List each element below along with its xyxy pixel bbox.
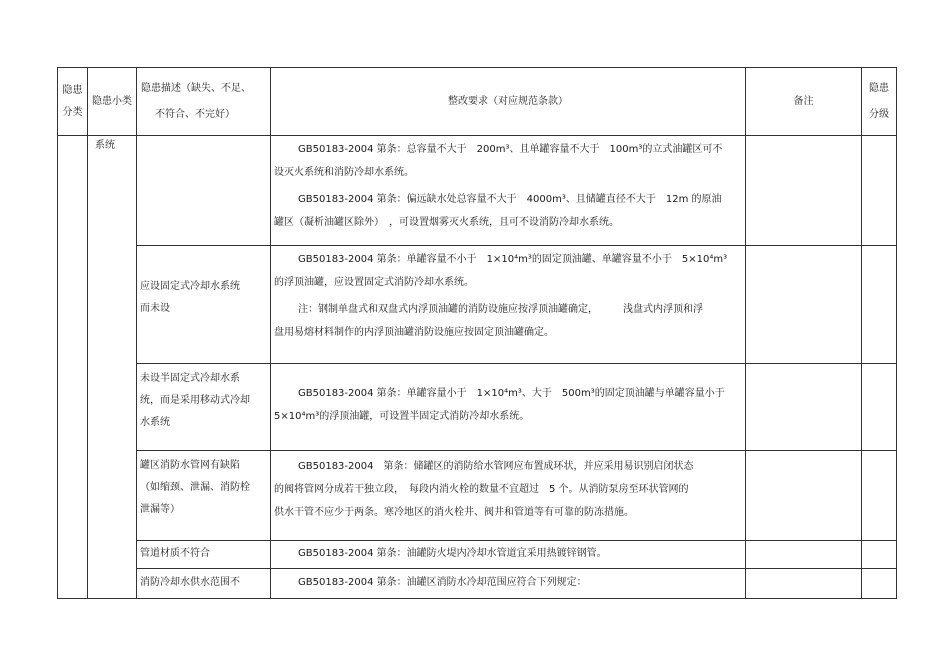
level-cell — [862, 246, 897, 364]
level-cell — [862, 364, 897, 451]
requirement-cell: GB50183-2004 第条：单罐容量不小于 1×10⁴m³的固定顶油罐、单罐容量不小于 5×10⁴m³ 的浮顶油罐，应设置固定式消防冷却水系统。 注：钢制单盘式和双盘式内浮顶油罐的消防设施应按浮顶油罐确定， 浅盘式内浮顶和浮 盘用易熔材料制作的内浮顶油罐消防设施应按固定顶油罐确定。 — [271, 246, 746, 364]
notes-cell — [746, 451, 862, 541]
table-row — [58, 451, 897, 541]
requirement-cell: GB50183-2004 第条：油罐防火堤内冷却水管道宜采用热镀锌钢管。 — [271, 541, 746, 569]
table-row — [58, 569, 897, 599]
requirement-cell: GB50183-2004 第条：油罐区消防水冷却范围应符合下列规定： — [271, 569, 746, 599]
description-cell: 消防冷却水供水范围不 — [137, 569, 271, 599]
header-category: 隐患分类 — [58, 68, 88, 136]
notes-cell — [746, 136, 862, 246]
notes-cell — [746, 569, 862, 599]
table-header-row — [58, 68, 897, 136]
level-cell — [862, 451, 897, 541]
notes-cell — [746, 541, 862, 569]
description-cell: 应设固定式冷却水系统 而未设 — [137, 246, 271, 364]
level-cell — [862, 569, 897, 599]
description-cell: 管道材质不符合 — [137, 541, 271, 569]
requirement-cell: GB50183-2004 第条：单罐容量小于 1×10⁴m³、大于 500m³的固定顶油罐与单罐容量小于 5×10⁴m³的浮顶油罐，可设置半固定式消防冷却水系统。 — [271, 364, 746, 451]
requirement-cell: GB50183-2004 第条：储罐区的消防给水管网应布置成环状，并应采用易识别启闭状态 的阀将管网分成若干独立段， 每段内消火栓的数量不宜超过 5 个。从消防泵房至环状管网的 供水干管不应少于两条。寒冷地区的消火栓井、阀井和管道等有可靠的防冻措施。 — [271, 451, 746, 541]
header-notes: 备注 — [746, 68, 862, 136]
table-row — [58, 246, 897, 364]
level-cell — [862, 136, 897, 246]
description-cell — [137, 136, 271, 246]
table-row — [58, 541, 897, 569]
notes-cell — [746, 364, 862, 451]
hazard-table — [57, 67, 897, 599]
notes-cell — [746, 246, 862, 364]
description-cell: 罐区消防水管网有缺陷 （如缩颈、泄漏、消防栓 泄漏等） — [137, 451, 271, 541]
header-level: 隐患 分级 — [862, 68, 897, 136]
category-cell — [58, 136, 88, 599]
header-subcategory: 隐患小类 — [88, 68, 137, 136]
requirement-cell: GB50183-2004 第条：总容量不大于 200m³、且单罐容量不大于 100m³的立式油罐区可不 设灭火系统和消防冷却水系统。 GB50183-2004 第条：偏远缺水处总容量不大于 4000m³、且储罐直径不大于 12m 的原油 罐区（凝析油罐区除外） ，可设置烟雾灭火系统，且可不设消防冷却水系统。 — [271, 136, 746, 246]
subcategory-cell: 系统 — [88, 136, 137, 599]
header-description: 隐患描述（缺失、不足、 不符合、不完好） — [137, 68, 271, 136]
level-cell — [862, 541, 897, 569]
table-row — [58, 136, 897, 246]
header-requirements: 整改要求（对应规范条款） — [271, 68, 746, 136]
description-cell: 未设半固定式冷却水系 统，而是采用移动式冷却 水系统 — [137, 364, 271, 451]
table-row — [58, 364, 897, 451]
